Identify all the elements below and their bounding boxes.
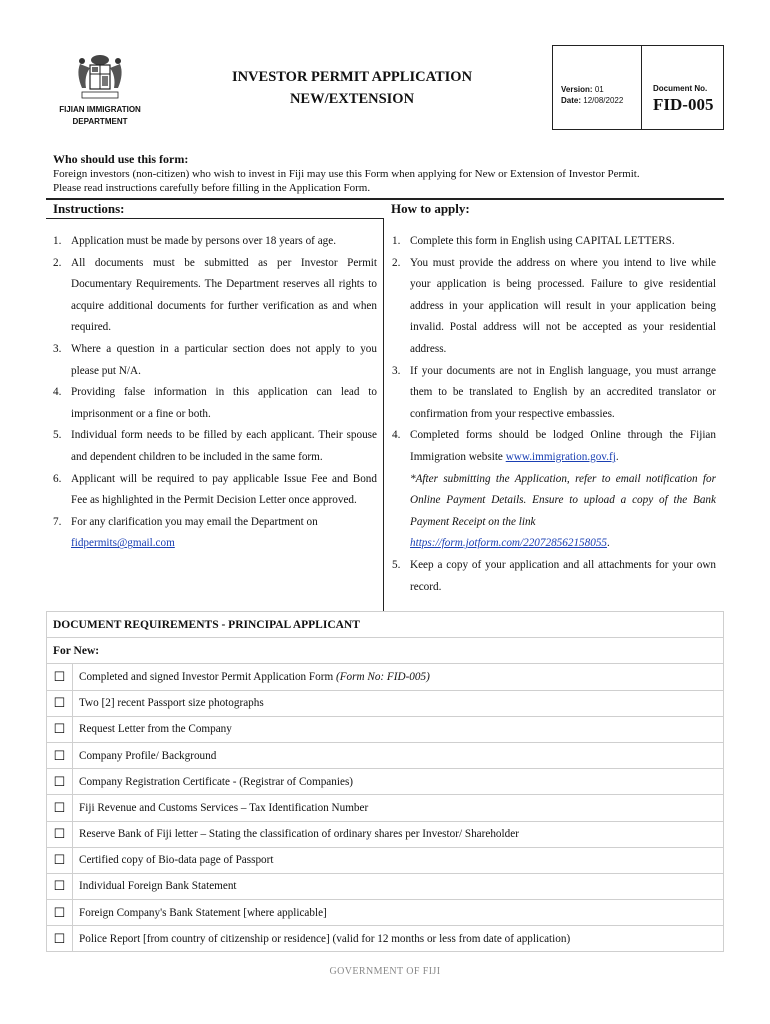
- document-number: FID-005: [653, 95, 714, 114]
- instruction-text: Applicant will be required to pay applicable Issue Fee and Bond Fee as highlighted in the Permit Decision Letter once approved.: [71, 472, 377, 507]
- version-value: 01: [594, 85, 604, 94]
- title-line2: NEW/EXTENSION: [289, 91, 415, 107]
- checkbox[interactable]: ☐: [47, 873, 73, 899]
- who-line2: Please read instructions carefully before filling in the Application Form.: [53, 182, 371, 194]
- checkbox[interactable]: ☐: [47, 716, 73, 742]
- version-box: [552, 45, 724, 130]
- how-text: Keep a copy of your application and all attachments for your own record.: [410, 558, 716, 593]
- who-section: [53, 152, 733, 195]
- version-box-divider: [641, 46, 642, 129]
- requirements-heading: DOCUMENT REQUIREMENTS - PRINCIPAL APPLICANT: [47, 612, 724, 638]
- payment-receipt-link[interactable]: https://form.jotform.com/220728562158055: [410, 537, 608, 550]
- requirement-text: Certified copy of Bio-data page of Passport: [73, 847, 724, 873]
- table-row: [47, 769, 724, 795]
- checkbox[interactable]: ☐: [47, 795, 73, 821]
- date-label: Date:: [561, 96, 582, 105]
- page-footer: GOVERNMENT OF FIJI: [329, 966, 441, 977]
- table-row: [47, 690, 724, 716]
- checkbox[interactable]: ☐: [47, 900, 73, 926]
- how-text: You must provide the address on where you intend to live while your application is being processed. Failure to give residential address in your application will result in your application being invalid. Postal address will not be accepted as your residential address.: [410, 256, 716, 355]
- table-row: [47, 926, 724, 952]
- fiji-coat-of-arms-icon: [72, 52, 128, 102]
- checkbox[interactable]: ☐: [47, 690, 73, 716]
- table-row: [47, 716, 724, 742]
- document-number-label: Document No.: [653, 84, 708, 93]
- list-item: 7. For any clarification you may email the Department on fidpermits@gmail.com: [53, 515, 318, 550]
- table-row: [47, 795, 724, 821]
- table-row: [47, 742, 724, 768]
- instruction-text: For any clarification you may email the Department on: [71, 515, 318, 528]
- list-item: 1. Application must be made by persons over 18 years of age.: [53, 235, 337, 247]
- list-item: 5. Individual form needs to be filled by each applicant. Their spouse and dependent children to be included in the same form.: [53, 429, 377, 463]
- table-row: [47, 873, 724, 899]
- requirement-text: Individual Foreign Bank Statement: [73, 873, 724, 899]
- how-to-apply-heading: How to apply:: [391, 201, 470, 216]
- list-item: 1. Complete this form in English using CAPITAL LETTERS.: [392, 235, 675, 247]
- how-text: Completed forms should be lodged Online through the Fijian Immigration website: [410, 429, 716, 463]
- checkbox[interactable]: ☐: [47, 769, 73, 795]
- checkbox[interactable]: ☐: [47, 847, 73, 873]
- list-item: 4. Completed forms should be lodged Online through the Fijian Immigration website www.immigration.gov.fj. *After submitting the Application, refer to email notification for Online Payment Details. Ensure to upload a copy of the Bank Payment Receipt on the link https://form.jotform.com/220728562158055.: [392, 429, 716, 550]
- list-item: 5. Keep a copy of your application and all attachments for your own record.: [392, 558, 716, 593]
- instructions-list: [53, 231, 377, 555]
- how-text: Complete this form in English using CAPITAL LETTERS.: [410, 235, 675, 247]
- instruction-text: Application must be made by persons over 18 years of age.: [71, 235, 337, 247]
- list-item: 3. If your documents are not in English language, you must arrange them to be translated to English by an accredited translator or confirmation from your respective embassies.: [392, 364, 716, 420]
- checkbox[interactable]: ☐: [47, 664, 73, 690]
- form-title: [200, 66, 504, 110]
- list-item: 2. All documents must be submitted as per Investor Permit Documentary Requirements. The Department reserves all rights to acquire additional documents for further verification as and when required.: [53, 256, 377, 334]
- requirement-text: Two [2] recent Passport size photographs: [73, 690, 724, 716]
- version-info: [561, 84, 623, 106]
- column-divider: [383, 218, 384, 611]
- checkbox[interactable]: ☐: [47, 821, 73, 847]
- version-label: Version:: [561, 85, 593, 94]
- requirement-text: Foreign Company's Bank Statement [where applicable]: [73, 900, 724, 926]
- table-row: [47, 900, 724, 926]
- requirement-text: Fiji Revenue and Customs Services – Tax Identification Number: [73, 795, 724, 821]
- how-to-apply-list: [392, 231, 716, 598]
- list-item: 2. You must provide the address on where you intend to live while your application is being processed. Failure to give residential address in your application will result in your application being invalid. Postal address will not be accepted as your residential address.: [392, 256, 716, 355]
- requirement-text: Request Letter from the Company: [73, 716, 724, 742]
- title-line1: INVESTOR PERMIT APPLICATION: [231, 69, 473, 85]
- who-line1: Foreign investors (non-citizen) who wish to invest in Fiji may use this Form when applying for New or Extension of Investor Permit.: [53, 168, 640, 180]
- who-heading: Who should use this form:: [53, 152, 189, 166]
- table-row: [47, 664, 724, 690]
- checkbox[interactable]: ☐: [47, 926, 73, 952]
- instruction-text: Individual form needs to be filled by each applicant. Their spouse and dependent children to be included in the same form.: [71, 429, 377, 463]
- list-item: 6. Applicant will be required to pay applicable Issue Fee and Bond Fee as highlighted in the Permit Decision Letter once approved.: [53, 472, 377, 507]
- how-text: If your documents are not in English language, you must arrange them to be translated to English by an accredited translator or confirmation from your respective embassies.: [410, 364, 716, 420]
- table-row: [47, 821, 724, 847]
- requirement-text: Company Profile/ Background: [73, 742, 724, 768]
- requirement-text: Police Report [from country of citizenship or residence] (valid for 12 months or less from date of application): [73, 926, 724, 952]
- instructions-heading: Instructions:: [53, 201, 125, 216]
- checkbox[interactable]: ☐: [47, 742, 73, 768]
- instruction-text: All documents must be submitted as per Investor Permit Documentary Requirements. The Department reserves all rights to acquire additional documents for further verification as and when required.: [71, 256, 377, 334]
- department-name: FIJIAN IMMIGRATION DEPARTMENT: [59, 105, 141, 126]
- instructions-rule: [46, 218, 383, 219]
- immigration-website-link[interactable]: www.immigration.gov.fj: [505, 450, 616, 463]
- list-item: 4. Providing false information in this application can lead to imprisonment or a fine or both.: [53, 386, 377, 420]
- payment-note: *After submitting the Application, refer to email notification for Online Payment Details. Ensure to upload a copy of the Bank Payment Receipt on the link: [410, 472, 716, 528]
- document-requirements-table: [46, 611, 724, 952]
- requirements-subheading: For New:: [47, 638, 724, 664]
- requirement-text: Company Registration Certificate - (Registrar of Companies): [73, 769, 724, 795]
- requirement-text: Completed and signed Investor Permit Application Form (Form No: FID-005): [73, 664, 724, 690]
- date-value: 12/08/2022: [583, 96, 624, 105]
- requirement-text: Reserve Bank of Fiji letter – Stating the classification of ordinary shares per Investor/ Shareholder: [73, 821, 724, 847]
- instruction-text: Where a question in a particular section does not apply to you please put N/A.: [71, 342, 377, 377]
- instruction-text: Providing false information in this application can lead to imprisonment or a fine or both.: [71, 386, 377, 420]
- list-item: 3. Where a question in a particular section does not apply to you please put N/A.: [53, 342, 377, 377]
- section-rule: [46, 198, 724, 200]
- department-email-link[interactable]: fidpermits@gmail.com: [71, 537, 175, 550]
- table-row: [47, 847, 724, 873]
